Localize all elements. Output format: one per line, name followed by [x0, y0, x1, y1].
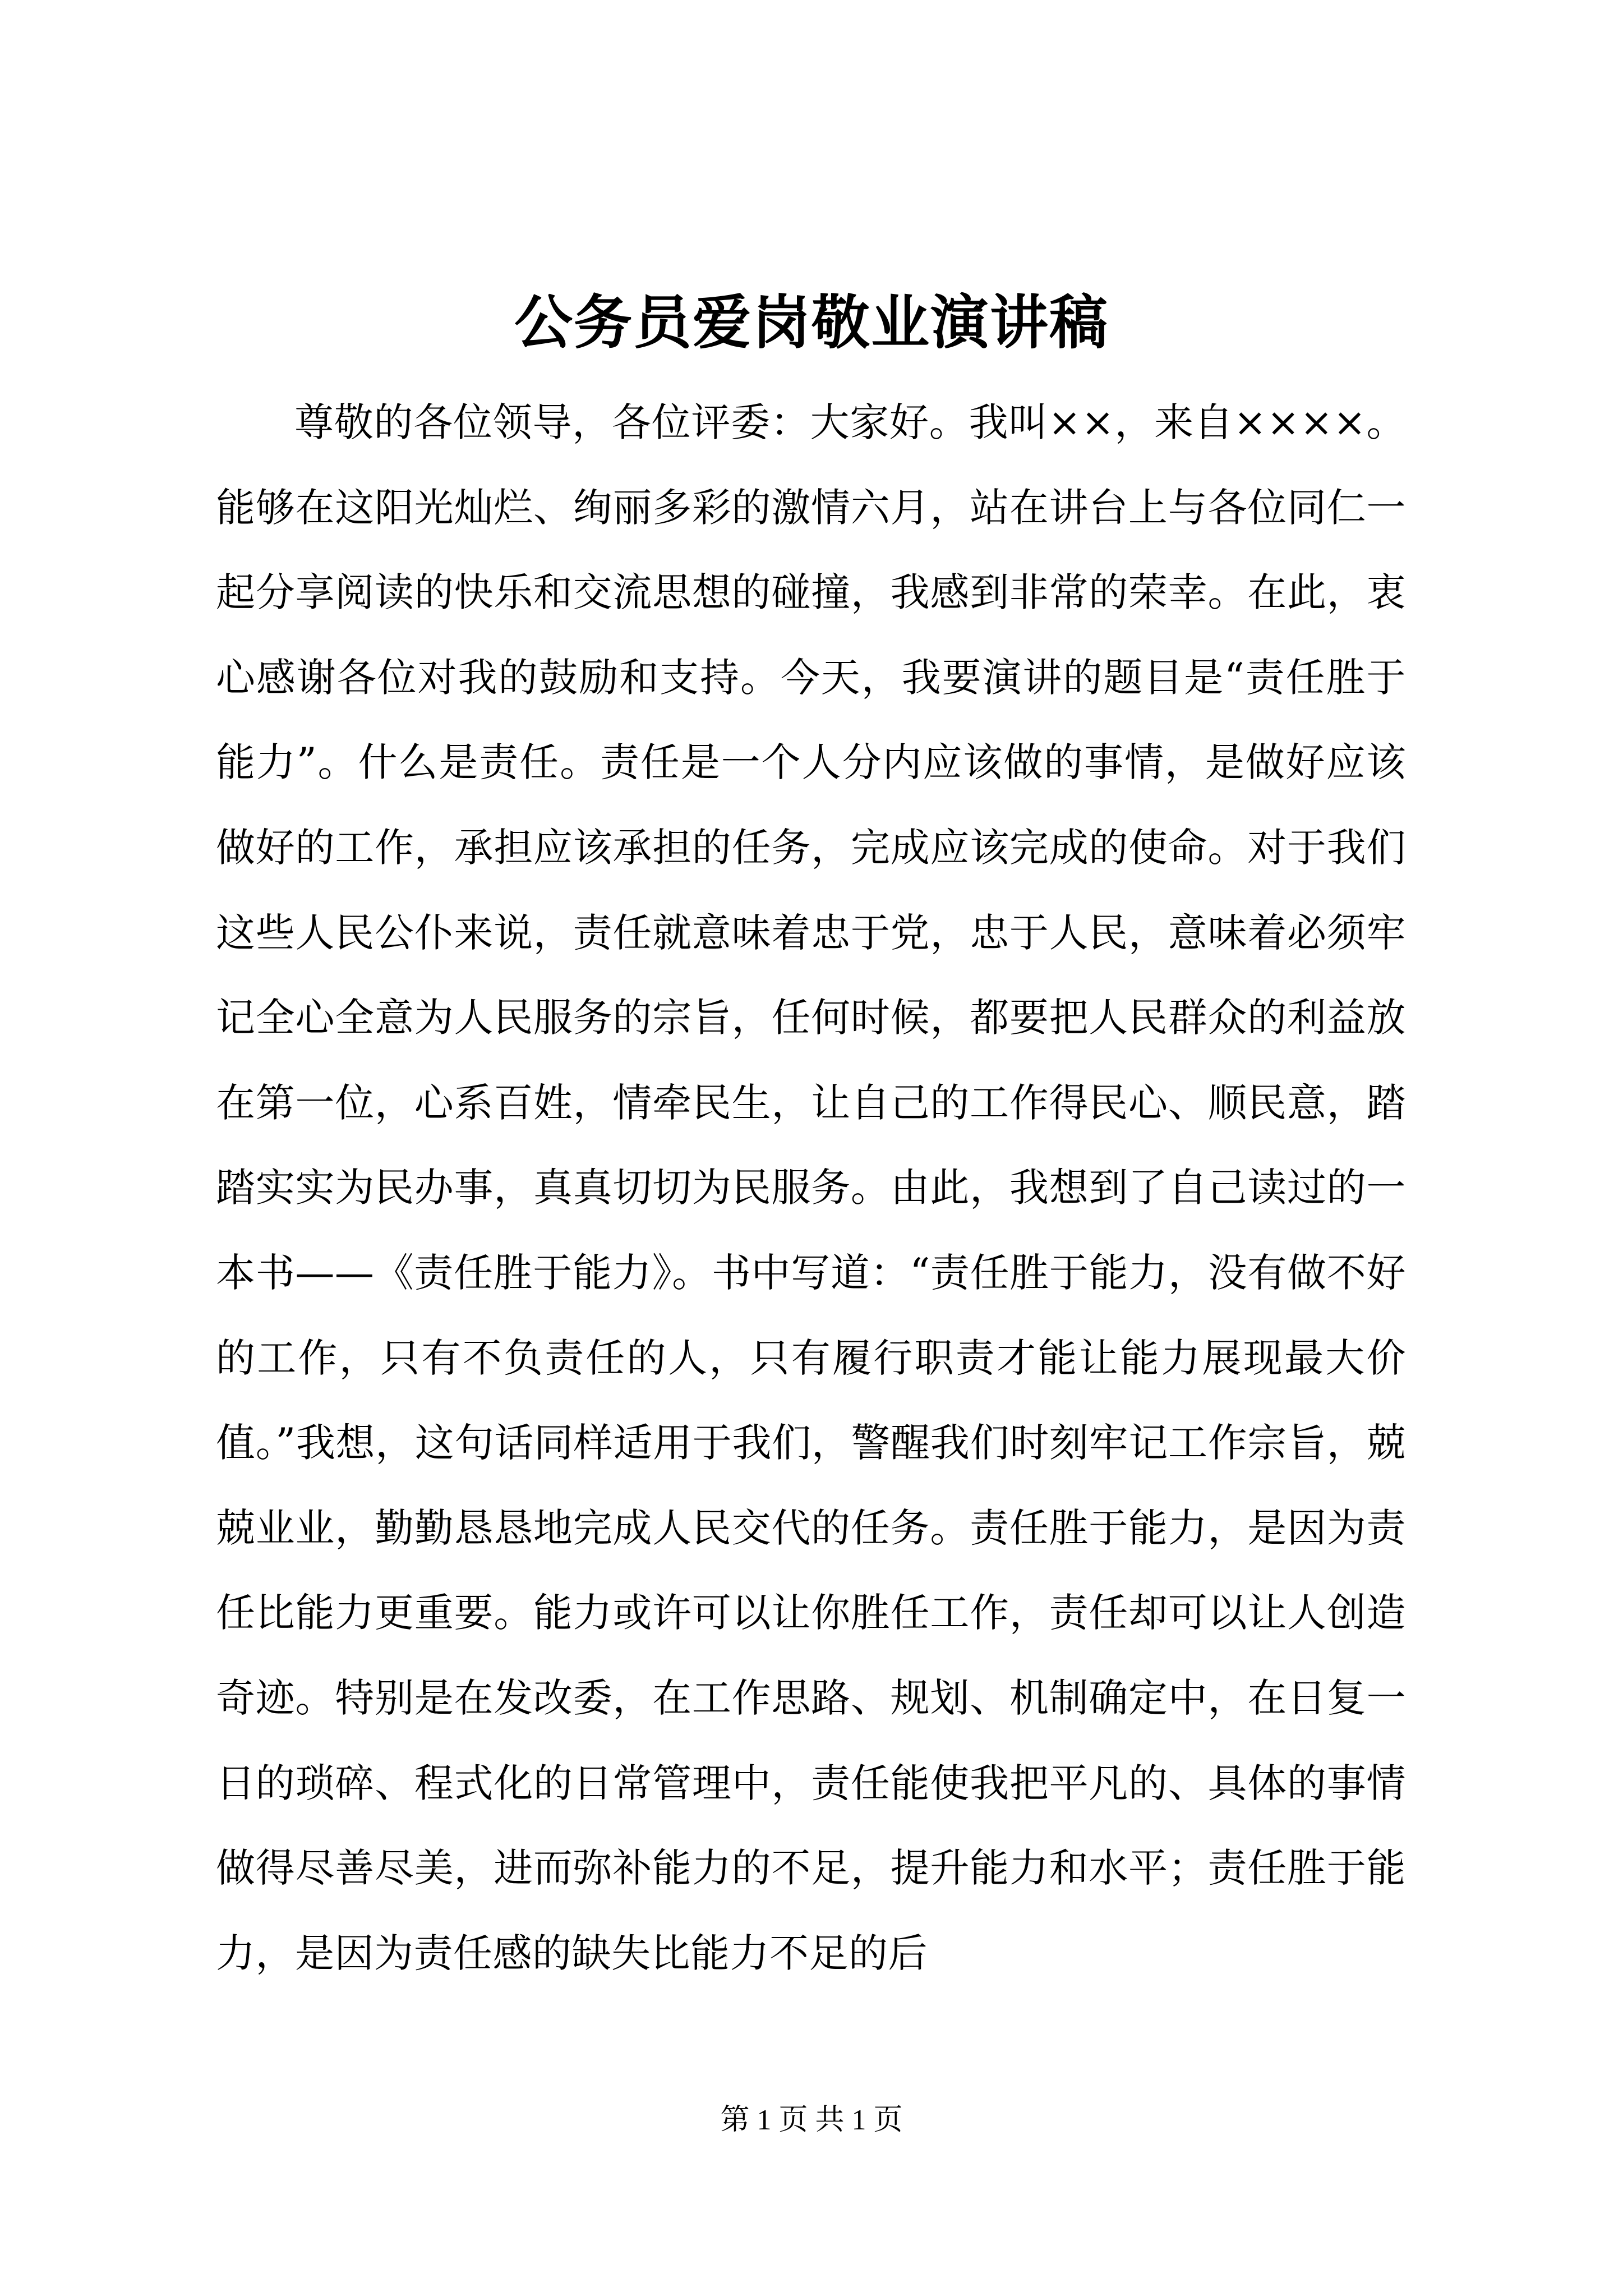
document-title: 公务员爱岗敬业演讲稿 [514, 288, 1109, 357]
document-body-paragraph: 尊敬的各位领导，各位评委：大家好。我叫××，来自××××。能够在这阳光灿烂、绚丽多彩的激情六月，站在讲台上与各位同仁一起分享阅读的快乐和交流思想的碰撞，我感到非常的荣幸。在此，衷心感谢各位对我的鼓励和支持。今天，我要演讲的题目是“责任胜于能力”。什么是责任。责任是一个人分内应该做的事情，是做好应该做好的工作，承担应该承担的任务，完成应该完成的使命。对于我们这些人民公仆来说，责任就意味着忠于党，忠于人民，意味着必须牢记全心全意为人民服务的宗旨，任何时候，都要把人民群众的利益放在第一位，心系百姓，情牵民生，让自己的工作得民心、顺民意，踏踏实实为民办事，真真切切为民服务。由此，我想到了自己读过的一本书——《责任胜于能力》。书中写道：“责任胜于能力，没有做不好的工作，只有不负责任的人，只有履行职责才能让能力展现最大价值。”我想，这句话同样适用于我们，警醒我们时刻牢记工作宗旨，兢兢业业，勤勤恳恳地完成人民交代的任务。责任胜于能力，是因为责任比能力更重要。能力或许可以让你胜任工作，责任却可以让人创造奇迹。特别是在发改委，在工作思路、规划、机制确定中，在日复一日的琐碎、程式化的日常管理中，责任能使我把平凡的、具体的事情做得尽善尽美，进而弥补能力的不足，提升能力和水平；责任胜于能力，是因为责任感的缺失比能力不足的后 [216, 399, 1406, 1976]
page-footer: 第 1 页 共 1 页 [720, 2104, 903, 2136]
